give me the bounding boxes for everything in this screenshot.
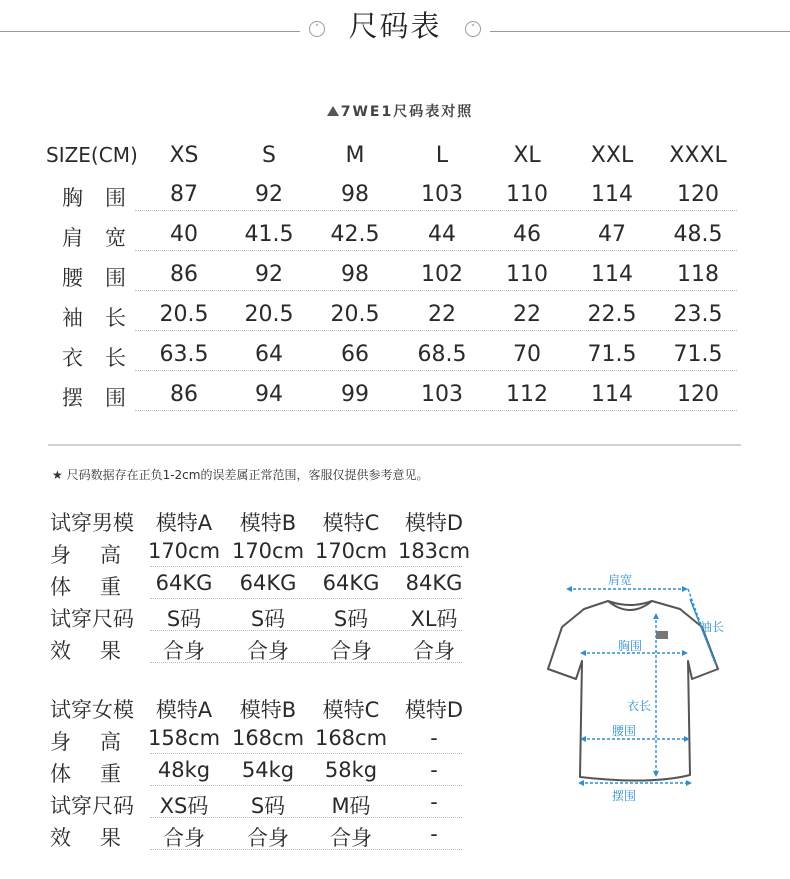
size-cell: 120 <box>677 182 719 207</box>
size-corner-label: SIZE(CM) <box>46 143 138 167</box>
model-row-label: 体重 <box>50 762 150 786</box>
model-cell: S码 <box>333 607 369 631</box>
size-cell: 94 <box>255 382 283 407</box>
size-cell: 99 <box>341 382 369 407</box>
row-divider <box>150 785 462 786</box>
model-name: 模特C <box>322 511 380 535</box>
row-divider <box>150 630 462 631</box>
chevron-down-icon: ˅ <box>465 21 481 37</box>
model-name: 模特A <box>155 511 213 535</box>
size-row-label: 腰围 <box>62 266 148 290</box>
row-divider <box>150 662 462 663</box>
size-cell: 86 <box>170 382 198 407</box>
size-cell: 48.5 <box>673 222 723 247</box>
size-cell: 20.5 <box>244 302 294 327</box>
size-cell: 66 <box>341 342 369 367</box>
model-cell: 合身 <box>247 826 289 850</box>
model-cell: 54kg <box>241 758 295 782</box>
size-row-label: 肩宽 <box>62 226 148 250</box>
model-cell: - <box>430 726 438 750</box>
model-table-title: 试穿女模 <box>50 698 134 722</box>
model-cell: S码 <box>166 607 202 631</box>
size-cell: 64 <box>255 342 283 367</box>
table-subtitle <box>300 101 500 121</box>
size-cell: 110 <box>506 262 548 287</box>
disclaimer-note: ★ 尺码数据存在正负1-2cm的误差属正常范围，客服仅提供参考意见。 <box>52 468 429 482</box>
chest-label: 胸围 <box>618 639 643 653</box>
model-row-label: 试穿尺码 <box>50 607 134 631</box>
model-cell: 合身 <box>163 826 205 850</box>
size-cell: 114 <box>591 262 633 287</box>
model-cell: 170cm <box>147 539 221 563</box>
model-row-label: 身高 <box>50 543 150 567</box>
row-divider <box>135 370 737 371</box>
model-row-label: 效果 <box>50 639 150 663</box>
model-cell: 84KG <box>405 571 463 595</box>
model-cell: 168cm <box>314 726 388 750</box>
page-title: 尺码表 <box>348 9 442 43</box>
header-rule-right <box>490 31 790 32</box>
model-cell: S码 <box>250 607 286 631</box>
model-name: 模特A <box>155 698 213 722</box>
size-cell: 103 <box>421 182 463 207</box>
model-cell: - <box>430 758 438 782</box>
model-table-title: 试穿男模 <box>50 511 134 535</box>
size-column-header: XS <box>169 143 199 168</box>
model-name: 模特D <box>404 698 464 722</box>
size-cell: 22 <box>428 302 456 327</box>
size-cell: 42.5 <box>330 222 380 247</box>
model-cell: 170cm <box>231 539 305 563</box>
row-divider <box>135 210 737 211</box>
model-cell: 合身 <box>247 639 289 663</box>
size-cell: 40 <box>170 222 198 247</box>
model-name: 模特B <box>239 511 297 535</box>
row-divider <box>135 250 737 251</box>
model-cell: S码 <box>250 794 286 818</box>
model-cell: 合身 <box>330 639 372 663</box>
size-cell: 46 <box>513 222 541 247</box>
model-name: 模特B <box>239 698 297 722</box>
model-cell: XS码 <box>159 794 209 818</box>
subtitle-text: 7WE1尺码表对照 <box>340 104 474 120</box>
row-divider <box>135 410 737 411</box>
size-row-label: 胸围 <box>62 186 148 210</box>
model-name: 模特C <box>322 698 380 722</box>
model-cell: M码 <box>331 794 371 818</box>
tshirt-outline <box>540 565 780 805</box>
model-cell: 合身 <box>413 639 455 663</box>
row-divider <box>150 817 462 818</box>
model-row-label: 身高 <box>50 730 150 754</box>
model-cell: 64KG <box>155 571 213 595</box>
model-cell: 183cm <box>397 539 471 563</box>
size-cell: 103 <box>421 382 463 407</box>
size-cell: 23.5 <box>673 302 723 327</box>
hem-label: 摆围 <box>612 789 637 803</box>
size-row-label: 摆围 <box>62 386 148 410</box>
shoulder-label: 肩宽 <box>608 573 633 587</box>
size-cell: 120 <box>677 382 719 407</box>
size-cell: 20.5 <box>330 302 380 327</box>
size-column-header: M <box>345 143 365 168</box>
size-cell: 110 <box>506 182 548 207</box>
row-divider <box>150 598 462 599</box>
size-cell: 63.5 <box>159 342 209 367</box>
row-divider <box>135 330 737 331</box>
row-divider <box>150 566 462 567</box>
size-cell: 92 <box>255 182 283 207</box>
waist-label: 腰围 <box>612 724 637 738</box>
length-label: 衣长 <box>627 699 652 713</box>
size-cell: 70 <box>513 342 541 367</box>
size-column-header: L <box>435 143 449 168</box>
model-cell: - <box>430 790 438 814</box>
model-cell: XL码 <box>410 607 458 631</box>
chevron-down-icon: ˅ <box>309 21 325 37</box>
size-cell: 44 <box>428 222 456 247</box>
model-cell: - <box>430 822 438 846</box>
model-cell: 64KG <box>322 571 380 595</box>
size-cell: 98 <box>341 262 369 287</box>
size-cell: 71.5 <box>587 342 637 367</box>
mountain-logo-icon <box>327 106 339 116</box>
size-cell: 41.5 <box>244 222 294 247</box>
size-column-header: XL <box>513 143 541 168</box>
size-cell: 114 <box>591 382 633 407</box>
row-divider <box>135 290 737 291</box>
model-row-label: 试穿尺码 <box>50 794 134 818</box>
size-cell: 114 <box>591 182 633 207</box>
sleeve-label: 袖长 <box>700 620 725 634</box>
size-cell: 71.5 <box>673 342 723 367</box>
model-cell: 158cm <box>147 726 221 750</box>
section-divider <box>48 444 741 446</box>
model-cell: 合身 <box>330 826 372 850</box>
model-cell: 合身 <box>163 639 205 663</box>
size-cell: 98 <box>341 182 369 207</box>
size-cell: 22 <box>513 302 541 327</box>
size-row-label: 袖长 <box>62 306 148 330</box>
size-column-header: XXXL <box>669 143 727 168</box>
size-cell: 86 <box>170 262 198 287</box>
tshirt-diagram <box>540 565 780 805</box>
model-cell: 64KG <box>239 571 297 595</box>
size-cell: 47 <box>598 222 626 247</box>
model-row-label: 效果 <box>50 826 150 850</box>
size-cell: 68.5 <box>417 342 467 367</box>
size-row-label: 衣长 <box>62 346 148 370</box>
size-cell: 92 <box>255 262 283 287</box>
model-row-label: 体重 <box>50 575 150 599</box>
row-divider <box>150 753 462 754</box>
model-cell: 48kg <box>157 758 211 782</box>
size-cell: 118 <box>677 262 719 287</box>
size-column-header: S <box>262 143 276 168</box>
size-cell: 87 <box>170 182 198 207</box>
size-column-header: XXL <box>590 143 634 168</box>
model-cell: 170cm <box>314 539 388 563</box>
size-cell: 20.5 <box>159 302 209 327</box>
size-cell: 112 <box>506 382 548 407</box>
model-cell: 58kg <box>324 758 378 782</box>
model-name: 模特D <box>404 511 464 535</box>
row-divider <box>150 849 462 850</box>
size-cell: 22.5 <box>587 302 637 327</box>
model-cell: 168cm <box>231 726 305 750</box>
size-cell: 102 <box>421 262 463 287</box>
header-rule-left <box>0 31 300 32</box>
